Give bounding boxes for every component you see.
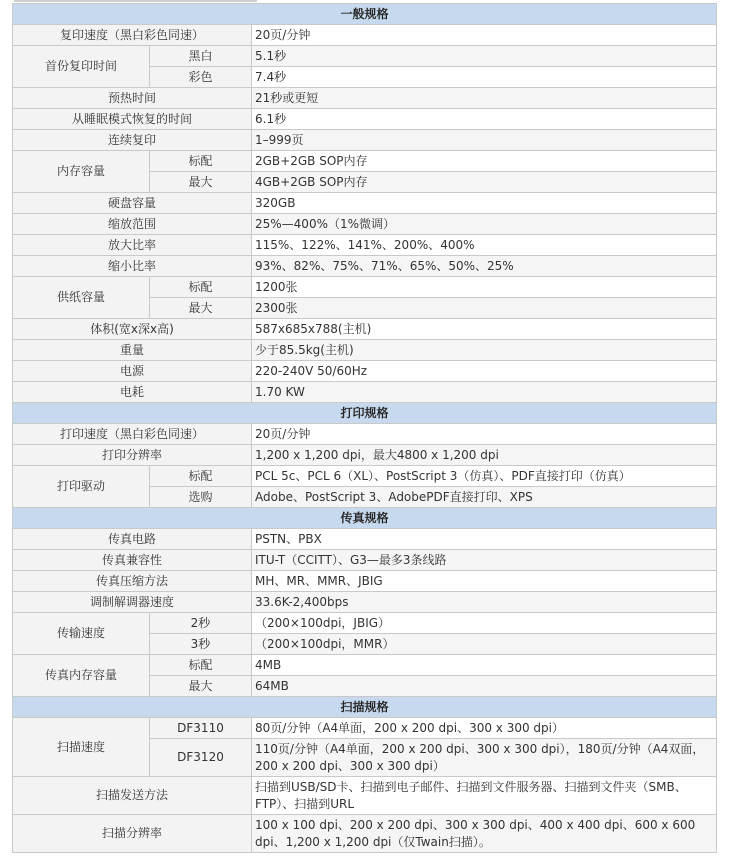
spec-value: 320GB [252,193,717,214]
spec-label: 打印驱动 [13,466,150,508]
spec-row [13,256,717,277]
spec-sublabel: 标配 [150,277,252,298]
spec-label: 缩小比率 [13,256,252,277]
spec-row [13,550,717,571]
spec-label: 传输速度 [13,613,150,655]
spec-sublabel: 最大 [150,172,252,193]
spec-label: 电耗 [13,382,252,403]
spec-value: 93%、82%、75%、71%、65%、50%、25% [252,256,717,277]
spec-table-body [13,4,717,853]
spec-value: 80页/分钟（A4单面，200 x 200 dpi、300 x 300 dpi） [252,718,717,739]
spec-row [13,655,717,676]
spec-row [13,109,717,130]
spec-label: 传真电路 [13,529,252,550]
section-header [13,4,717,25]
spec-row [13,25,717,46]
spec-value: 4MB [252,655,717,676]
section-title: 传真规格 [13,508,717,529]
spec-label: 调制解调器速度 [13,592,252,613]
spec-row [13,466,717,487]
spec-row [13,277,717,298]
section-header [13,403,717,424]
spec-row [13,592,717,613]
spec-value: 1,200 x 1,200 dpi，最大4800 x 1,200 dpi [252,445,717,466]
spec-sublabel: 标配 [150,466,252,487]
spec-label: 放大比率 [13,235,252,256]
spec-value: 33.6K-2,400bps [252,592,717,613]
spec-sublabel: 标配 [150,151,252,172]
section-title: 扫描规格 [13,697,717,718]
spec-label: 复印速度（黑白彩色同速） [13,25,252,46]
spec-label: 连续复印 [13,130,252,151]
spec-label: 电源 [13,361,252,382]
section-title: 打印规格 [13,403,717,424]
top-divider [14,0,257,2]
spec-value: 21秒或更短 [252,88,717,109]
spec-sublabel: 最大 [150,676,252,697]
spec-row [13,130,717,151]
spec-value: 2GB+2GB SOP内存 [252,151,717,172]
spec-value: 64MB [252,676,717,697]
spec-row [13,382,717,403]
section-header [13,697,717,718]
spec-row [13,529,717,550]
spec-sublabel: 2秒 [150,613,252,634]
spec-value: 110页/分钟（A4单面，200 x 200 dpi、300 x 300 dpi），180页/分钟（A4双面，200 x 200 dpi、300 x 300 dpi） [252,739,717,777]
spec-value: 20页/分钟 [252,424,717,445]
spec-value: 5.1秒 [252,46,717,67]
spec-row [13,361,717,382]
spec-row [13,193,717,214]
spec-sublabel: DF3120 [150,739,252,777]
spec-label: 传真兼容性 [13,550,252,571]
spec-sublabel: 标配 [150,655,252,676]
spec-label: 打印速度（黑白彩色同速） [13,424,252,445]
spec-row [13,445,717,466]
spec-value: 1200张 [252,277,717,298]
spec-label: 打印分辨率 [13,445,252,466]
spec-label: 扫描分辨率 [13,815,252,853]
spec-row [13,571,717,592]
spec-row [13,777,717,815]
spec-label: 体积(宽x深x高) [13,319,252,340]
spec-value: PCL 5c、PCL 6（XL）、PostScript 3（仿真）、PDF直接打印（仿真） [252,466,717,487]
spec-value: 587x685x788(主机) [252,319,717,340]
spec-value: 少于85.5kg(主机) [252,340,717,361]
spec-label: 从睡眠模式恢复的时间 [13,109,252,130]
spec-value: 4GB+2GB SOP内存 [252,172,717,193]
spec-sublabel: 选购 [150,487,252,508]
spec-label: 硬盘容量 [13,193,252,214]
spec-row [13,214,717,235]
spec-value: ITU-T（CCITT）、G3—最多3条线路 [252,550,717,571]
spec-value: MH、MR、MMR、JBIG [252,571,717,592]
spec-value: 25%—400%（1%微调） [252,214,717,235]
spec-value: 6.1秒 [252,109,717,130]
spec-value: 100 x 100 dpi、200 x 200 dpi、300 x 300 dpi、400 x 400 dpi、600 x 600 dpi、1,200 x 1,200 dpi（仅Twain扫描）。 [252,815,717,853]
spec-value: （200×100dpi，JBIG） [252,613,717,634]
spec-row [13,235,717,256]
spec-row [13,718,717,739]
spec-sublabel: DF3110 [150,718,252,739]
spec-value: 1.70 KW [252,382,717,403]
section-title: 一般规格 [13,4,717,25]
spec-row [13,46,717,67]
spec-value: 2300张 [252,298,717,319]
spec-row [13,88,717,109]
spec-sublabel: 黑白 [150,46,252,67]
spec-label: 重量 [13,340,252,361]
spec-label: 内存容量 [13,151,150,193]
spec-value: 扫描到USB/SD卡、扫描到电子邮件、扫描到文件服务器、扫描到文件夹（SMB、FTP）、扫描到URL [252,777,717,815]
spec-label: 扫描发送方法 [13,777,252,815]
spec-row [13,319,717,340]
spec-value: 7.4秒 [252,67,717,88]
spec-value: Adobe、PostScript 3、AdobePDF直接打印、XPS [252,487,717,508]
section-header [13,508,717,529]
spec-row [13,340,717,361]
spec-value: 115%、122%、141%、200%、400% [252,235,717,256]
spec-label: 首份复印时间 [13,46,150,88]
spec-row [13,424,717,445]
spec-label: 供纸容量 [13,277,150,319]
spec-row [13,815,717,853]
spec-value: （200×100dpi，MMR） [252,634,717,655]
spec-label: 传真内存容量 [13,655,150,697]
spec-sublabel: 彩色 [150,67,252,88]
spec-label: 缩放范围 [13,214,252,235]
spec-table [12,3,717,853]
spec-sublabel: 最大 [150,298,252,319]
spec-row [13,613,717,634]
spec-label: 传真压缩方法 [13,571,252,592]
spec-value: 1–999页 [252,130,717,151]
spec-sublabel: 3秒 [150,634,252,655]
spec-value: 20页/分钟 [252,25,717,46]
spec-value: 220-240V 50/60Hz [252,361,717,382]
spec-label: 预热时间 [13,88,252,109]
spec-row [13,151,717,172]
spec-label: 扫描速度 [13,718,150,777]
spec-value: PSTN、PBX [252,529,717,550]
